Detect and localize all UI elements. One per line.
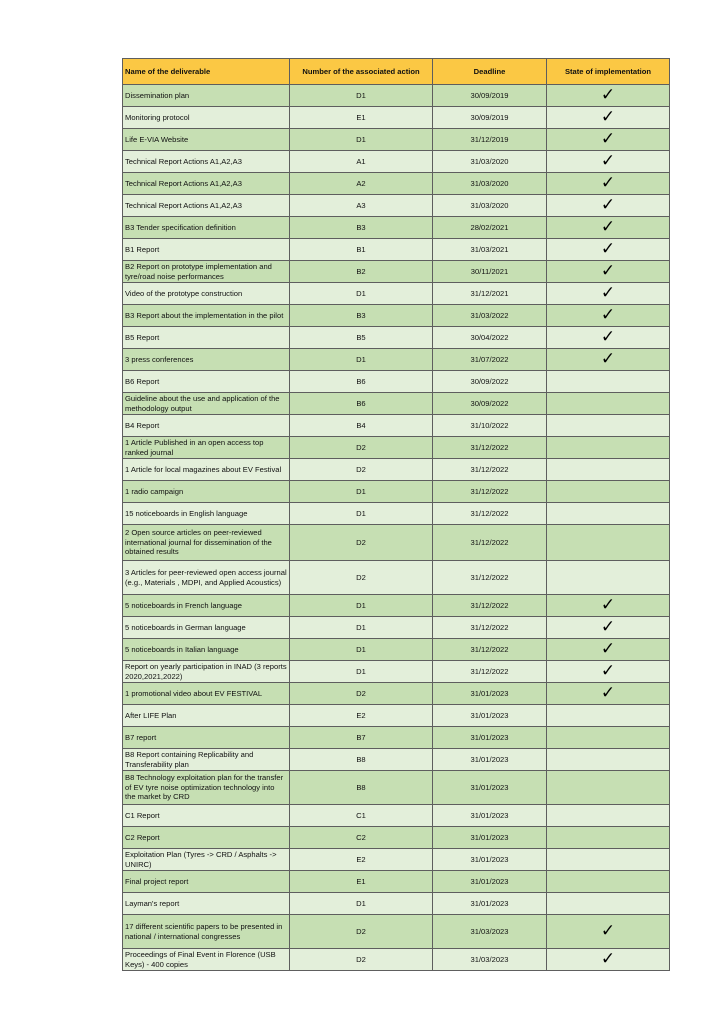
implementation-status-cell bbox=[547, 305, 670, 327]
implementation-status-cell bbox=[547, 805, 670, 827]
implementation-status-cell bbox=[547, 915, 670, 949]
associated-action-cell: D1 bbox=[290, 85, 433, 107]
associated-action-cell: D2 bbox=[290, 915, 433, 949]
associated-action-cell: A2 bbox=[290, 173, 433, 195]
checkmark-icon: ✓ bbox=[600, 239, 616, 260]
implementation-status-cell bbox=[547, 561, 670, 595]
deadline-cell: 31/12/2022 bbox=[433, 503, 547, 525]
deliverable-name-cell: Guideline about the use and application of the methodology output bbox=[123, 393, 290, 415]
checkmark-icon: ✓ bbox=[600, 617, 616, 638]
checkmark-icon: ✓ bbox=[600, 129, 616, 150]
associated-action-cell: E2 bbox=[290, 705, 433, 727]
implementation-status-cell bbox=[547, 705, 670, 727]
table-row bbox=[123, 639, 670, 661]
associated-action-cell: D1 bbox=[290, 481, 433, 503]
checkmark-icon: ✓ bbox=[600, 305, 616, 326]
associated-action-cell: D2 bbox=[290, 949, 433, 971]
table-row bbox=[123, 595, 670, 617]
table-row bbox=[123, 617, 670, 639]
deadline-cell: 31/12/2021 bbox=[433, 283, 547, 305]
implementation-status-cell bbox=[547, 661, 670, 683]
deliverable-name-cell: B1 Report bbox=[123, 239, 290, 261]
associated-action-cell: D1 bbox=[290, 349, 433, 371]
deliverable-name-cell: B3 Report about the implementation in the pilot bbox=[123, 305, 290, 327]
implementation-status-cell bbox=[547, 261, 670, 283]
deliverable-name-cell: 3 Articles for peer-reviewed open access journal (e.g., Materials , MDPI, and Applied Acoustics) bbox=[123, 561, 290, 595]
deadline-cell: 31/01/2023 bbox=[433, 683, 547, 705]
table-row bbox=[123, 683, 670, 705]
associated-action-cell: E1 bbox=[290, 871, 433, 893]
deliverable-name-cell: 5 noticeboards in French language bbox=[123, 595, 290, 617]
table-row bbox=[123, 503, 670, 525]
associated-action-cell: B8 bbox=[290, 771, 433, 805]
implementation-status-cell bbox=[547, 503, 670, 525]
deadline-cell: 31/12/2022 bbox=[433, 617, 547, 639]
associated-action-cell: D2 bbox=[290, 561, 433, 595]
checkmark-icon: ✓ bbox=[600, 921, 616, 942]
checkmark-icon: ✓ bbox=[600, 595, 616, 616]
associated-action-cell: D2 bbox=[290, 459, 433, 481]
table-row bbox=[123, 217, 670, 239]
associated-action-cell: D2 bbox=[290, 525, 433, 561]
implementation-status-cell bbox=[547, 85, 670, 107]
table-row bbox=[123, 525, 670, 561]
deadline-cell: 31/03/2020 bbox=[433, 173, 547, 195]
implementation-status-cell bbox=[547, 525, 670, 561]
header-associated-action: Number of the associated action bbox=[290, 59, 433, 85]
deadline-cell: 31/01/2023 bbox=[433, 893, 547, 915]
deadline-cell: 31/03/2020 bbox=[433, 151, 547, 173]
associated-action-cell: D1 bbox=[290, 283, 433, 305]
deadline-cell: 31/10/2022 bbox=[433, 415, 547, 437]
associated-action-cell: D1 bbox=[290, 617, 433, 639]
deliverable-name-cell: Report on yearly participation in INAD (3 reports 2020,2021,2022) bbox=[123, 661, 290, 683]
associated-action-cell: B1 bbox=[290, 239, 433, 261]
checkmark-icon: ✓ bbox=[600, 85, 616, 106]
associated-action-cell: D1 bbox=[290, 661, 433, 683]
deliverable-name-cell: Monitoring protocol bbox=[123, 107, 290, 129]
table-body bbox=[123, 85, 670, 971]
implementation-status-cell bbox=[547, 683, 670, 705]
implementation-status-cell bbox=[547, 393, 670, 415]
table-row bbox=[123, 705, 670, 727]
implementation-status-cell bbox=[547, 595, 670, 617]
deadline-cell: 30/09/2022 bbox=[433, 393, 547, 415]
associated-action-cell: B4 bbox=[290, 415, 433, 437]
deadline-cell: 31/01/2023 bbox=[433, 771, 547, 805]
deliverable-name-cell: B8 Technology exploitation plan for the transfer of EV tyre noise optimization technology into the market by CRD bbox=[123, 771, 290, 805]
implementation-status-cell bbox=[547, 107, 670, 129]
deadline-cell: 31/12/2022 bbox=[433, 561, 547, 595]
table-row bbox=[123, 173, 670, 195]
associated-action-cell: B7 bbox=[290, 727, 433, 749]
associated-action-cell: A1 bbox=[290, 151, 433, 173]
deliverable-name-cell: Technical Report Actions A1,A2,A3 bbox=[123, 173, 290, 195]
table-row bbox=[123, 827, 670, 849]
associated-action-cell: D1 bbox=[290, 503, 433, 525]
associated-action-cell: D1 bbox=[290, 639, 433, 661]
header-deliverable-name: Name of the deliverable bbox=[123, 59, 290, 85]
associated-action-cell: D1 bbox=[290, 893, 433, 915]
deliverable-name-cell: B4 Report bbox=[123, 415, 290, 437]
deadline-cell: 31/03/2023 bbox=[433, 915, 547, 949]
table-row bbox=[123, 727, 670, 749]
associated-action-cell: B8 bbox=[290, 749, 433, 771]
implementation-status-cell bbox=[547, 327, 670, 349]
implementation-status-cell bbox=[547, 151, 670, 173]
deliverable-name-cell: C2 Report bbox=[123, 827, 290, 849]
table-row bbox=[123, 393, 670, 415]
deliverable-name-cell: B7 report bbox=[123, 727, 290, 749]
associated-action-cell: D1 bbox=[290, 595, 433, 617]
header-deadline: Deadline bbox=[433, 59, 547, 85]
deliverable-name-cell: 1 promotional video about EV FESTIVAL bbox=[123, 683, 290, 705]
table-row bbox=[123, 239, 670, 261]
checkmark-icon: ✓ bbox=[600, 683, 616, 704]
checkmark-icon: ✓ bbox=[600, 949, 616, 970]
table-row bbox=[123, 849, 670, 871]
deliverable-name-cell: Video of the prototype construction bbox=[123, 283, 290, 305]
deadline-cell: 31/01/2023 bbox=[433, 849, 547, 871]
associated-action-cell: C1 bbox=[290, 805, 433, 827]
checkmark-icon: ✓ bbox=[600, 173, 616, 194]
checkmark-icon: ✓ bbox=[600, 107, 616, 128]
table-row bbox=[123, 771, 670, 805]
table-row bbox=[123, 85, 670, 107]
associated-action-cell: D1 bbox=[290, 129, 433, 151]
associated-action-cell: B2 bbox=[290, 261, 433, 283]
table-row bbox=[123, 305, 670, 327]
implementation-status-cell bbox=[547, 871, 670, 893]
deliverable-name-cell: Final project report bbox=[123, 871, 290, 893]
checkmark-icon: ✓ bbox=[600, 661, 616, 682]
deadline-cell: 28/02/2021 bbox=[433, 217, 547, 239]
table-row bbox=[123, 661, 670, 683]
deadline-cell: 31/12/2022 bbox=[433, 459, 547, 481]
deadline-cell: 31/12/2022 bbox=[433, 437, 547, 459]
deadline-cell: 31/01/2023 bbox=[433, 827, 547, 849]
associated-action-cell: B6 bbox=[290, 371, 433, 393]
implementation-status-cell bbox=[547, 283, 670, 305]
table-row bbox=[123, 129, 670, 151]
deliverable-name-cell: Exploitation Plan (Tyres -> CRD / Asphalts -> UNIRC) bbox=[123, 849, 290, 871]
table-row bbox=[123, 371, 670, 393]
table-row bbox=[123, 749, 670, 771]
implementation-status-cell bbox=[547, 173, 670, 195]
checkmark-icon: ✓ bbox=[600, 217, 616, 238]
deadline-cell: 31/01/2023 bbox=[433, 871, 547, 893]
deadline-cell: 31/12/2022 bbox=[433, 595, 547, 617]
deliverable-name-cell: 1 radio campaign bbox=[123, 481, 290, 503]
table-row bbox=[123, 459, 670, 481]
deadline-cell: 31/01/2023 bbox=[433, 727, 547, 749]
deadline-cell: 31/12/2022 bbox=[433, 481, 547, 503]
implementation-status-cell bbox=[547, 371, 670, 393]
header-state-of-implementation: State of implementation bbox=[547, 59, 670, 85]
associated-action-cell: B6 bbox=[290, 393, 433, 415]
deadline-cell: 30/11/2021 bbox=[433, 261, 547, 283]
deliverable-name-cell: 5 noticeboards in German language bbox=[123, 617, 290, 639]
implementation-status-cell bbox=[547, 349, 670, 371]
deadline-cell: 30/09/2019 bbox=[433, 107, 547, 129]
implementation-status-cell bbox=[547, 129, 670, 151]
associated-action-cell: E1 bbox=[290, 107, 433, 129]
deliverable-name-cell: B2 Report on prototype implementation and tyre/road noise performances bbox=[123, 261, 290, 283]
associated-action-cell: E2 bbox=[290, 849, 433, 871]
associated-action-cell: B3 bbox=[290, 305, 433, 327]
associated-action-cell: B5 bbox=[290, 327, 433, 349]
deliverable-name-cell: Dissemination plan bbox=[123, 85, 290, 107]
checkmark-icon: ✓ bbox=[600, 349, 616, 370]
deliverable-name-cell: 5 noticeboards in Italian language bbox=[123, 639, 290, 661]
table-row bbox=[123, 327, 670, 349]
deliverable-name-cell: B5 Report bbox=[123, 327, 290, 349]
associated-action-cell: C2 bbox=[290, 827, 433, 849]
table-row bbox=[123, 283, 670, 305]
table-row bbox=[123, 107, 670, 129]
table-row bbox=[123, 871, 670, 893]
implementation-status-cell bbox=[547, 239, 670, 261]
deliverable-name-cell: 17 different scientific papers to be presented in national / international congresses bbox=[123, 915, 290, 949]
deadline-cell: 31/12/2022 bbox=[433, 639, 547, 661]
implementation-status-cell bbox=[547, 195, 670, 217]
table-row bbox=[123, 415, 670, 437]
table-row bbox=[123, 261, 670, 283]
table-row bbox=[123, 893, 670, 915]
deadline-cell: 31/03/2021 bbox=[433, 239, 547, 261]
deliverable-name-cell: Life E-VIA Website bbox=[123, 129, 290, 151]
implementation-status-cell bbox=[547, 893, 670, 915]
deadline-cell: 31/03/2022 bbox=[433, 305, 547, 327]
checkmark-icon: ✓ bbox=[600, 151, 616, 172]
implementation-status-cell bbox=[547, 217, 670, 239]
implementation-status-cell bbox=[547, 437, 670, 459]
table-row bbox=[123, 195, 670, 217]
implementation-status-cell bbox=[547, 639, 670, 661]
deadline-cell: 31/12/2019 bbox=[433, 129, 547, 151]
associated-action-cell: D2 bbox=[290, 683, 433, 705]
table-row bbox=[123, 805, 670, 827]
deliverable-name-cell: 1 Article Published in an open access top ranked journal bbox=[123, 437, 290, 459]
implementation-status-cell bbox=[547, 949, 670, 971]
deliverable-name-cell: 15 noticeboards in English language bbox=[123, 503, 290, 525]
table-row bbox=[123, 915, 670, 949]
deadline-cell: 30/09/2022 bbox=[433, 371, 547, 393]
deliverable-name-cell: B3 Tender specification definition bbox=[123, 217, 290, 239]
deliverables-table bbox=[122, 58, 670, 971]
table-row bbox=[123, 949, 670, 971]
deliverable-name-cell: 1 Article for local magazines about EV Festival bbox=[123, 459, 290, 481]
checkmark-icon: ✓ bbox=[600, 283, 616, 304]
deliverable-name-cell: B6 Report bbox=[123, 371, 290, 393]
implementation-status-cell bbox=[547, 849, 670, 871]
implementation-status-cell bbox=[547, 617, 670, 639]
implementation-status-cell bbox=[547, 415, 670, 437]
checkmark-icon: ✓ bbox=[600, 639, 616, 660]
deliverable-name-cell: Proceedings of Final Event in Florence (USB Keys) - 400 copies bbox=[123, 949, 290, 971]
deliverable-name-cell: Technical Report Actions A1,A2,A3 bbox=[123, 195, 290, 217]
deliverable-name-cell: C1 Report bbox=[123, 805, 290, 827]
deliverable-name-cell: Layman's report bbox=[123, 893, 290, 915]
implementation-status-cell bbox=[547, 749, 670, 771]
deadline-cell: 31/07/2022 bbox=[433, 349, 547, 371]
checkmark-icon: ✓ bbox=[600, 327, 616, 348]
deliverable-name-cell: 2 Open source articles on peer-reviewed international journal for dissemination of the obtained results bbox=[123, 525, 290, 561]
associated-action-cell: D2 bbox=[290, 437, 433, 459]
implementation-status-cell bbox=[547, 481, 670, 503]
associated-action-cell: A3 bbox=[290, 195, 433, 217]
table-row bbox=[123, 151, 670, 173]
deadline-cell: 31/01/2023 bbox=[433, 705, 547, 727]
deliverable-name-cell: B8 Report containing Replicability and Transferability plan bbox=[123, 749, 290, 771]
deadline-cell: 31/12/2022 bbox=[433, 525, 547, 561]
table-row bbox=[123, 349, 670, 371]
deliverable-name-cell: 3 press conferences bbox=[123, 349, 290, 371]
deadline-cell: 30/09/2019 bbox=[433, 85, 547, 107]
deadline-cell: 31/01/2023 bbox=[433, 805, 547, 827]
implementation-status-cell bbox=[547, 827, 670, 849]
implementation-status-cell bbox=[547, 459, 670, 481]
deadline-cell: 31/03/2023 bbox=[433, 949, 547, 971]
deadline-cell: 31/12/2022 bbox=[433, 661, 547, 683]
deadline-cell: 31/03/2020 bbox=[433, 195, 547, 217]
checkmark-icon: ✓ bbox=[600, 261, 616, 282]
associated-action-cell: B3 bbox=[290, 217, 433, 239]
implementation-status-cell bbox=[547, 771, 670, 805]
implementation-status-cell bbox=[547, 727, 670, 749]
deadline-cell: 30/04/2022 bbox=[433, 327, 547, 349]
checkmark-icon: ✓ bbox=[600, 195, 616, 216]
deliverable-name-cell: Technical Report Actions A1,A2,A3 bbox=[123, 151, 290, 173]
table-row bbox=[123, 481, 670, 503]
table-row bbox=[123, 561, 670, 595]
table-row bbox=[123, 437, 670, 459]
table-header bbox=[123, 59, 670, 85]
deliverable-name-cell: After LIFE Plan bbox=[123, 705, 290, 727]
header-row bbox=[123, 59, 670, 85]
deadline-cell: 31/01/2023 bbox=[433, 749, 547, 771]
